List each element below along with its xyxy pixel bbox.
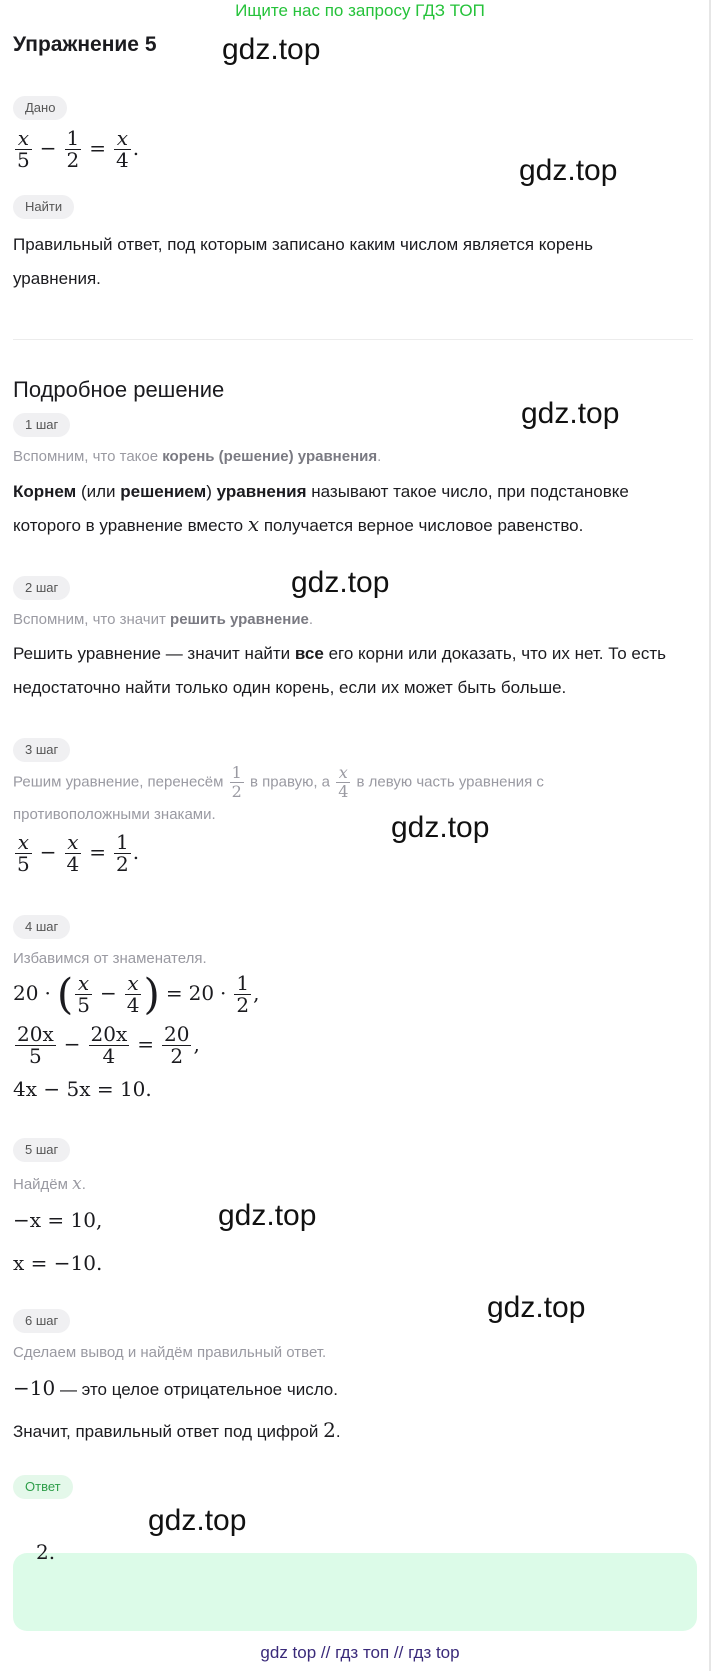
solution-title: Подробное решение [13, 377, 225, 402]
search-banner: Ищите нас по запросу ГДЗ ТОП [235, 1, 485, 20]
given-section [13, 96, 67, 120]
step-1-text: Корнем (или решением) уравнения называют такое число, при подстановке которого в уравнение вместо x получается верное числовое равенство. [13, 482, 629, 536]
step-3-hint: Решим уравнение, перенесём $\frac{1}{2}$ в правую, а $\frac{x}{4}$ в левую часть уравнения с противоположными знаками. [13, 763, 544, 823]
step-5-hint: Найдём x. [13, 1174, 86, 1194]
find-section [13, 195, 74, 219]
step-4-line-3: 4x − 5x = 10. [13, 1077, 152, 1101]
step-5-line-2: x = −10. [13, 1251, 103, 1275]
footer-links[interactable]: gdz top // гдз топ // гдз top [260, 1643, 460, 1662]
page-title: Упражнение 5 [13, 33, 157, 56]
watermark: gdz.top [487, 1291, 586, 1324]
step-4-line-1: 20 · ( $\frac{x}{5}$ − $\frac{x}{4}$ ) = 20 · $\frac{1}{2}$ , [13, 969, 260, 1019]
watermark: gdz.top [519, 154, 618, 187]
find-chip: Найти [13, 195, 74, 219]
step-chip: 6 шаг [13, 1309, 70, 1333]
answer-chip: Ответ [13, 1475, 73, 1499]
watermark: gdz.top [391, 811, 490, 844]
step-chip: 5 шаг [13, 1138, 70, 1162]
step-chip: 2 шаг [13, 576, 70, 600]
step-2-hint: Вспомним, что значит решить уравнение. [13, 611, 314, 628]
step-5-chip-wrap [13, 1138, 70, 1162]
given-chip: Дано [13, 96, 67, 120]
step-6-text-1: −10 — это целое отрицательное число. [13, 1376, 338, 1400]
step-6-text-2: Значит, правильный ответ под цифрой 2. [13, 1418, 341, 1442]
divider [13, 339, 693, 340]
answer-value: 2. [36, 1540, 56, 1564]
step-4-chip-wrap [13, 915, 70, 939]
step-chip: 1 шаг [13, 413, 70, 437]
step-chip: 3 шаг [13, 738, 70, 762]
step-2-chip-wrap [13, 576, 70, 600]
answer-chip-wrap [13, 1475, 73, 1499]
watermark: gdz.top [222, 33, 321, 66]
watermark: gdz.top [521, 397, 620, 430]
step-5-line-1: −x = 10, [13, 1208, 103, 1232]
given-equation: $\frac{x}{5}$ − $\frac{1}{2}$ = $\frac{x}{4}$ . [17, 126, 140, 172]
step-3-chip-wrap [13, 738, 70, 762]
step-2-text: Решить уравнение — значит найти все его корни или доказать, что их нет. То есть недостаточно найти только один корень, если их может быть больше. [13, 644, 667, 697]
step-6-chip-wrap [13, 1309, 70, 1333]
watermark: gdz.top [291, 566, 390, 599]
watermark: gdz.top [148, 1504, 247, 1537]
step-4-line-2: $\frac{20x}{5}$ − $\frac{20x}{4}$ = $\frac{20}{2}$ , [17, 1022, 200, 1068]
step-6-hint: Сделаем вывод и найдём правильный ответ. [13, 1344, 327, 1361]
step-4-hint: Избавимся от знаменателя. [13, 950, 207, 967]
find-text: Правильный ответ, под которым записано каким числом является корень уравнения. [13, 235, 594, 288]
step-1-chip-wrap [13, 413, 70, 437]
answer-box [13, 1553, 697, 1631]
step-1-hint: Вспомним, что такое корень (решение) уравнения. [13, 448, 382, 465]
watermark: gdz.top [218, 1199, 317, 1232]
step-3-equation: $\frac{x}{5}$ − $\frac{x}{4}$ = $\frac{1}{2}$ . [17, 830, 140, 876]
step-chip: 4 шаг [13, 915, 70, 939]
scrollbar[interactable] [709, 0, 711, 1671]
